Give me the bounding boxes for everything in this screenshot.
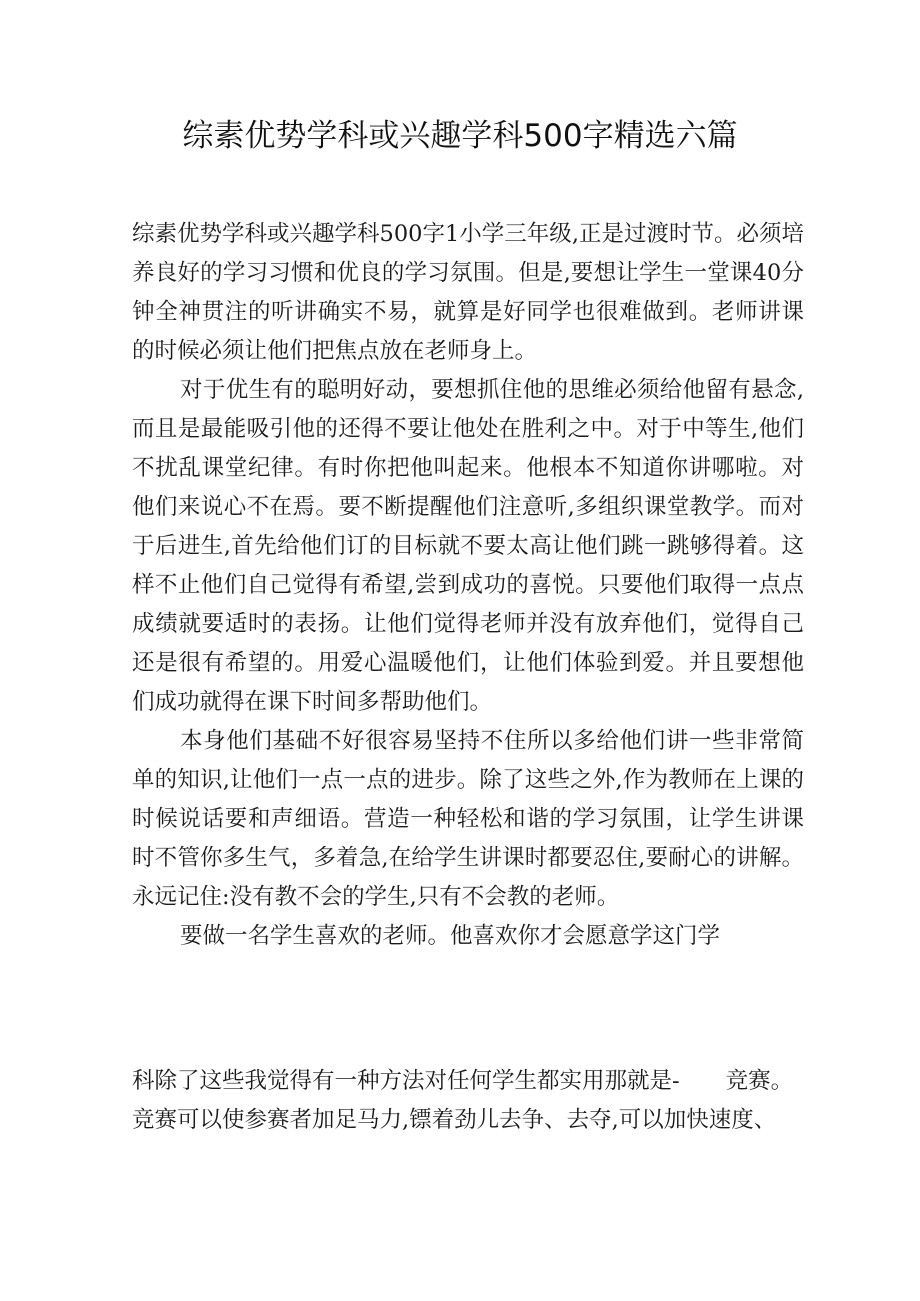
paragraph-5-part-2: 竞赛。 (725, 1068, 794, 1094)
paragraph-5 (132, 1062, 804, 1101)
paragraph-6: 竞赛可以使参赛者加足马力,镖着劲儿去争、去夺,可以加快速度、 (132, 1107, 777, 1133)
paragraph-4: 要做一名学生喜欢的老师。他喜欢你才会愿意学这门学 (180, 923, 721, 949)
document-body-continued (132, 1062, 804, 1140)
paragraph-1: 综素优势学科或兴趣学科500字1小学三年级,正是过渡时节。必须培养良好的学习习惯和优良的学习氛围。但是,要想让学生一堂课40分钟全神贯注的听讲确实不易，就算是好同学也很难做到。老师讲课的时候必须让他们把焦点放在老师身上。 (132, 221, 804, 364)
document-title: 综素优势学科或兴趣学科500字精选六篇 (182, 118, 738, 154)
paragraph-2: 对于优生有的聪明好动，要想抓住他的思维必须给他留有悬念,而且是最能吸引他的还得不要让他处在胜利之中。对于中等生,他们不扰乱课堂纪律。有时你把他叫起来。他根本不知道你讲哪啦。对他们来说心不在焉。要不断提醒他们注意听,多组织课堂教学。而对于后进生,首先给他们订的目标就不要太高让他们跳一跳够得着。这样不止他们自己觉得有希望,尝到成功的喜悦。只要他们取得一点点成绩就要适时的表扬。让他们觉得老师并没有放弃他们，觉得自己还是很有希望的。用爱心温暖他们，让他们体验到爱。并且要想他们成功就得在课下时间多帮助他们。 (132, 377, 804, 715)
paragraph-3: 本身他们基础不好很容易坚持不住所以多给他们讲一些非常简单的知识,让他们一点一点的进步。除了这些之外,作为教师在上课的时候说话要和声细语。营造一种轻松和谐的学习氛围，让学生讲课时不管你多生气，多着急,在给学生讲课时都要忍住,要耐心的讲解。永远记住:没有教不会的学生,只有不会教的老师。 (132, 728, 804, 910)
paragraph-5-part-1: 科除了这些我觉得有一种方法对任何学生都实用那就是- (132, 1068, 680, 1094)
document-body (132, 215, 804, 956)
